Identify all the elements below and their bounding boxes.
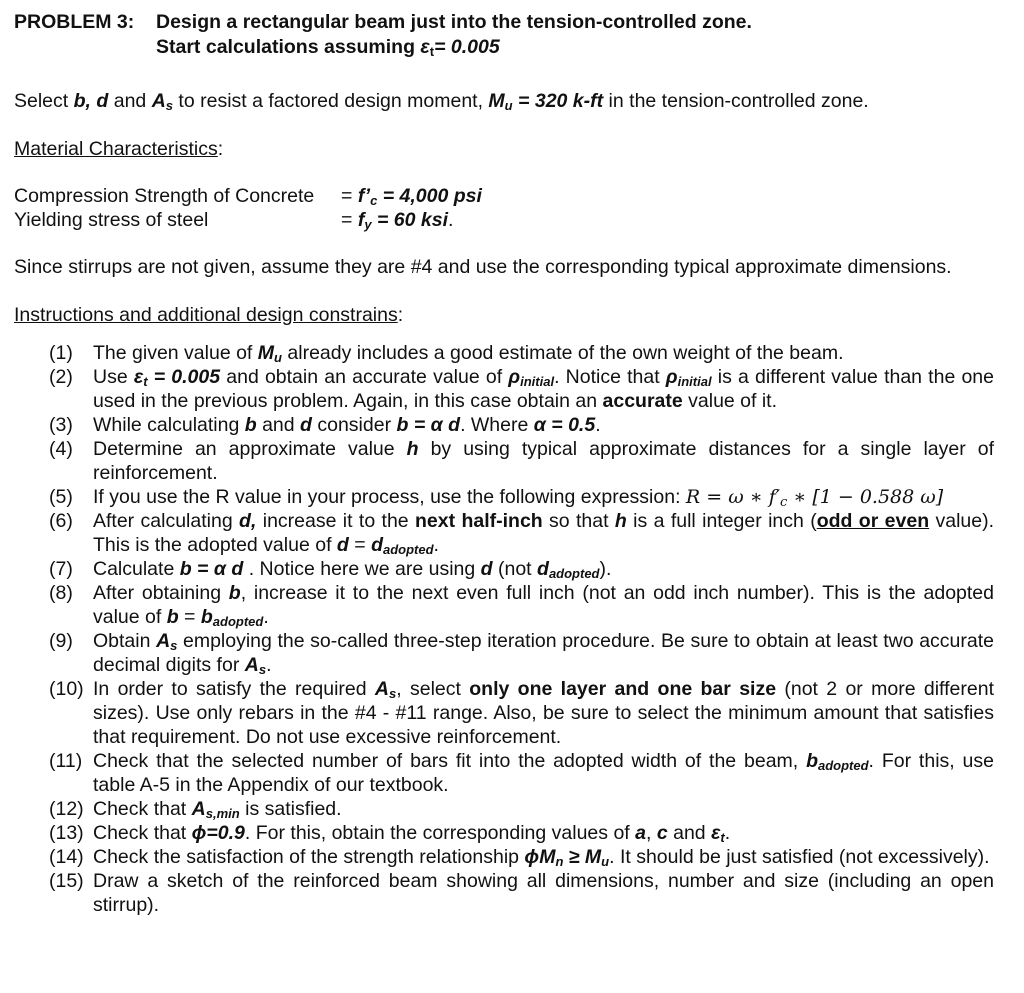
list-item: (2) Use $\varepsilon_t = 0.005$ and obtain an accurate value of $\rho_{initial}$. Notice that $\rho_{initial}$ is a different value than the one used in the previous problem. Again, in this case obtain an accurate value of it. (49, 366, 994, 412)
steel-yield-label: Yielding stress of steel (14, 209, 209, 231)
r-expression: R = ω ∗ $f'_c$ ∗ [1 − 0.588 ω] (685, 486, 944, 510)
concrete-strength-row (14, 184, 994, 208)
materials-heading: Material Characteristics: (14, 138, 224, 160)
problem-title-text (156, 10, 994, 60)
list-item: (13) Check that ϕ=0.9. For this, obtain the corresponding values of a, c and $\varepsilon_t$. (49, 822, 731, 845)
problem-title (14, 10, 994, 60)
concrete-strength-value: = $f’_c = 4,000$ psi (341, 185, 482, 208)
list-item: (7) Calculate b = α d . Notice here we are using d (not $d_{adopted}$). (49, 558, 612, 581)
instructions-list (14, 341, 994, 917)
list-item: (14) Check the satisfaction of the strength relationship $\phi M_n \ge M_u$. It should be just satisfied (not excessively). (49, 846, 990, 869)
problem-label: PROBLEM 3: (14, 11, 135, 33)
list-item: (6) After calculating d, increase it to the next half-inch so that h is a full integer inch (odd or even value). This is the adopted value of $d = d_{adopted}$. (49, 510, 995, 557)
list-item: (10) In order to satisfy the required $A_s$, select only one layer and one bar size (not 2 or more different sizes). Use only rebars in the #4 - #11 range. Also, be sure to select the minimum amount that satisfies that requirement. Do not use excessive reinforcement. (49, 678, 994, 748)
steel-yield-value: = $f_y = 60$ ksi. (341, 209, 454, 232)
list-item: (11) Check that the selected number of bars fit into the adopted width of the beam, $b_{adopted}$. For this, use table A-5 in the Appendix of our textbook. (49, 750, 995, 796)
list-item: (3) While calculating b and d consider b = α d. Where α = 0.5. (49, 414, 601, 436)
list-item: (1) The given value of $M_u$ already includes a good estimate of the own weight of the beam. (49, 342, 844, 365)
concrete-strength-label: Compression Strength of Concrete (14, 185, 315, 207)
steel-yield-row (14, 208, 994, 232)
title-line-2: Start calculations assuming $\varepsilon_t= 0.005$ (156, 36, 500, 59)
problem-document (14, 10, 994, 917)
select-statement: Select b, d and $A_s$ to resist a factored design moment, $M_u = 320$ k-ft in the tension-controlled zone. (14, 90, 869, 113)
title-line-1: Design a rectangular beam just into the tension-controlled zone. (156, 11, 752, 33)
list-item: (12) Check that $A_{s,min}$ is satisfied. (49, 798, 342, 821)
instructions-heading: Instructions and additional design constrains: (14, 304, 404, 326)
list-item: (4) Determine an approximate value h by using typical approximate distances for a single layer of reinforcement. (49, 438, 994, 484)
stirrups-note: Since stirrups are not given, assume they are #4 and use the corresponding typical approximate dimensions. (14, 256, 952, 278)
list-item: (15) Draw a sketch of the reinforced beam showing all dimensions, number and size (including an open stirrup). (49, 870, 994, 916)
list-item: (5) If you use the R value in your process, use the following expression: R = ω ∗ $f'_c$ ∗ [1 − 0.588 ω] (49, 486, 944, 510)
list-item: (9) Obtain $A_s$ employing the so-called three-step iteration procedure. Be sure to obtain at least two accurate decimal digits for $A_s$. (49, 630, 994, 677)
list-item: (8) After obtaining b, increase it to the next even full inch (not an odd inch number). This is the adopted value of $b = b_{adopted}$. (49, 582, 994, 629)
